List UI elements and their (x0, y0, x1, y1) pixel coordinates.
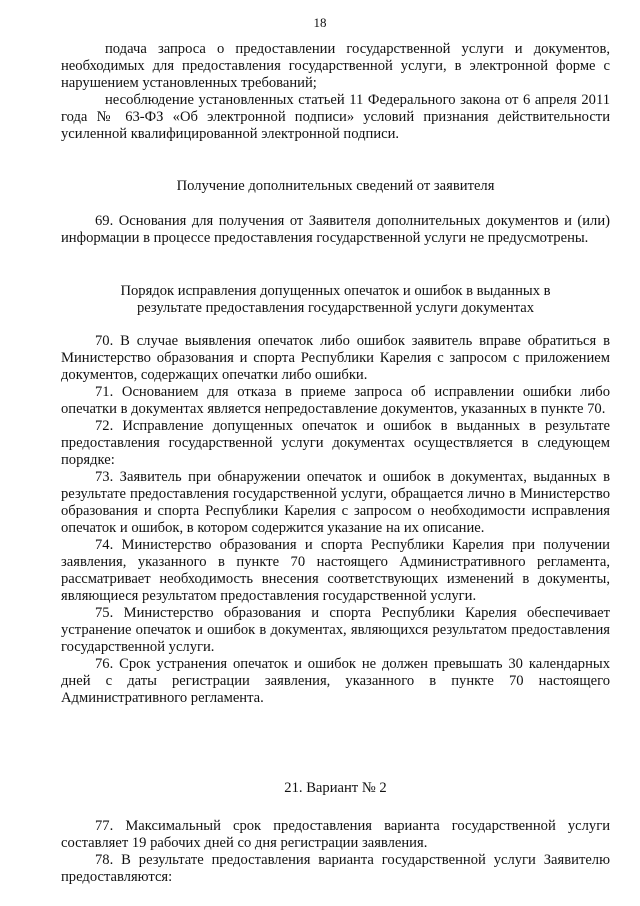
heading-variant-text: 21. Вариант № 2 (284, 780, 387, 796)
paragraph-73: 73. Заявитель при обнаружении опечаток и ошибок в документах, выданных в результате предоставления государственной услуги, обращается лично в Министерство образования и спорта Республики Карелия с запросом о необходимости исправления опечаток и ошибок, в котором содержится указание на их описание. (61, 469, 610, 536)
rejection-grounds-block (61, 41, 610, 143)
heading-variant-2 (61, 780, 610, 797)
paragraph-electronic-request: подача запроса о предоставлении государственной услуги и документов, необходимых для предоставления государственной услуги, в электронной форме с нарушением установленных требований; (61, 41, 610, 91)
heading-additional-info (61, 178, 610, 195)
paragraph-74: 74. Министерство образования и спорта Республики Карелия при получении заявления, указанного в пункте 70 настоящего Административного регламента, рассматривает необходимость внесения соответствующих изменений в документы, являющиеся результатом предоставления государственной услуги. (61, 537, 610, 604)
paragraph-69-block (61, 213, 610, 247)
paragraph-72: 72. Исправление допущенных опечаток и ошибок в выданных в результате предоставления государственной услуги документах осуществляется в следующем порядке: (61, 418, 610, 468)
paragraph-70: 70. В случае выявления опечаток либо ошибок заявитель вправе обратиться в Министерство образования и спорта Республики Карелия с запросом с приложением документов, содержащих опечатки либо ошибки. (61, 333, 610, 383)
paragraph-signature-conditions: несоблюдение установленных статьей 11 Федерального закона от 6 апреля 2011 года № 63-ФЗ «Об электронной подписи» условий признания действительности усиленной квалифицированной электронной подписи. (61, 92, 610, 142)
paragraph-75: 75. Министерство образования и спорта Республики Карелия обеспечивает устранение опечаток и ошибок в документах, являющихся результатом предоставления государственной услуги. (61, 605, 610, 655)
page-number: 18 (313, 15, 327, 30)
paragraph-78: 78. В результате предоставления варианта государственной услуги Заявителю предоставляются: (61, 852, 610, 885)
paragraph-69: 69. Основания для получения от Заявителя дополнительных документов и (или) информации в процессе предоставления государственной услуги не предусмотрены. (61, 213, 610, 246)
heading-errors-line-1: Порядок исправления допущенных опечаток и ошибок в выданных в (120, 283, 551, 299)
heading-errors-correction (61, 283, 610, 317)
paragraph-76: 76. Срок устранения опечаток и ошибок не должен превышать 30 календарных дней с даты регистрации заявления, указанного в пункте 70 настоящего Административного регламента. (61, 656, 610, 706)
variant-2-block (61, 818, 610, 886)
paragraph-71: 71. Основанием для отказа в приеме запроса об исправлении ошибки либо опечатки в документах является непредоставление документов, указанных в пункте 70. (61, 384, 610, 417)
heading-additional-text: Получение дополнительных сведений от заявителя (176, 178, 495, 194)
paragraph-77: 77. Максимальный срок предоставления варианта государственной услуги составляет 19 рабочих дней со дня регистрации заявления. (61, 818, 610, 851)
correction-procedure-block (61, 333, 610, 707)
heading-errors-line-2: результате предоставления государственной услуги документах (136, 300, 535, 316)
